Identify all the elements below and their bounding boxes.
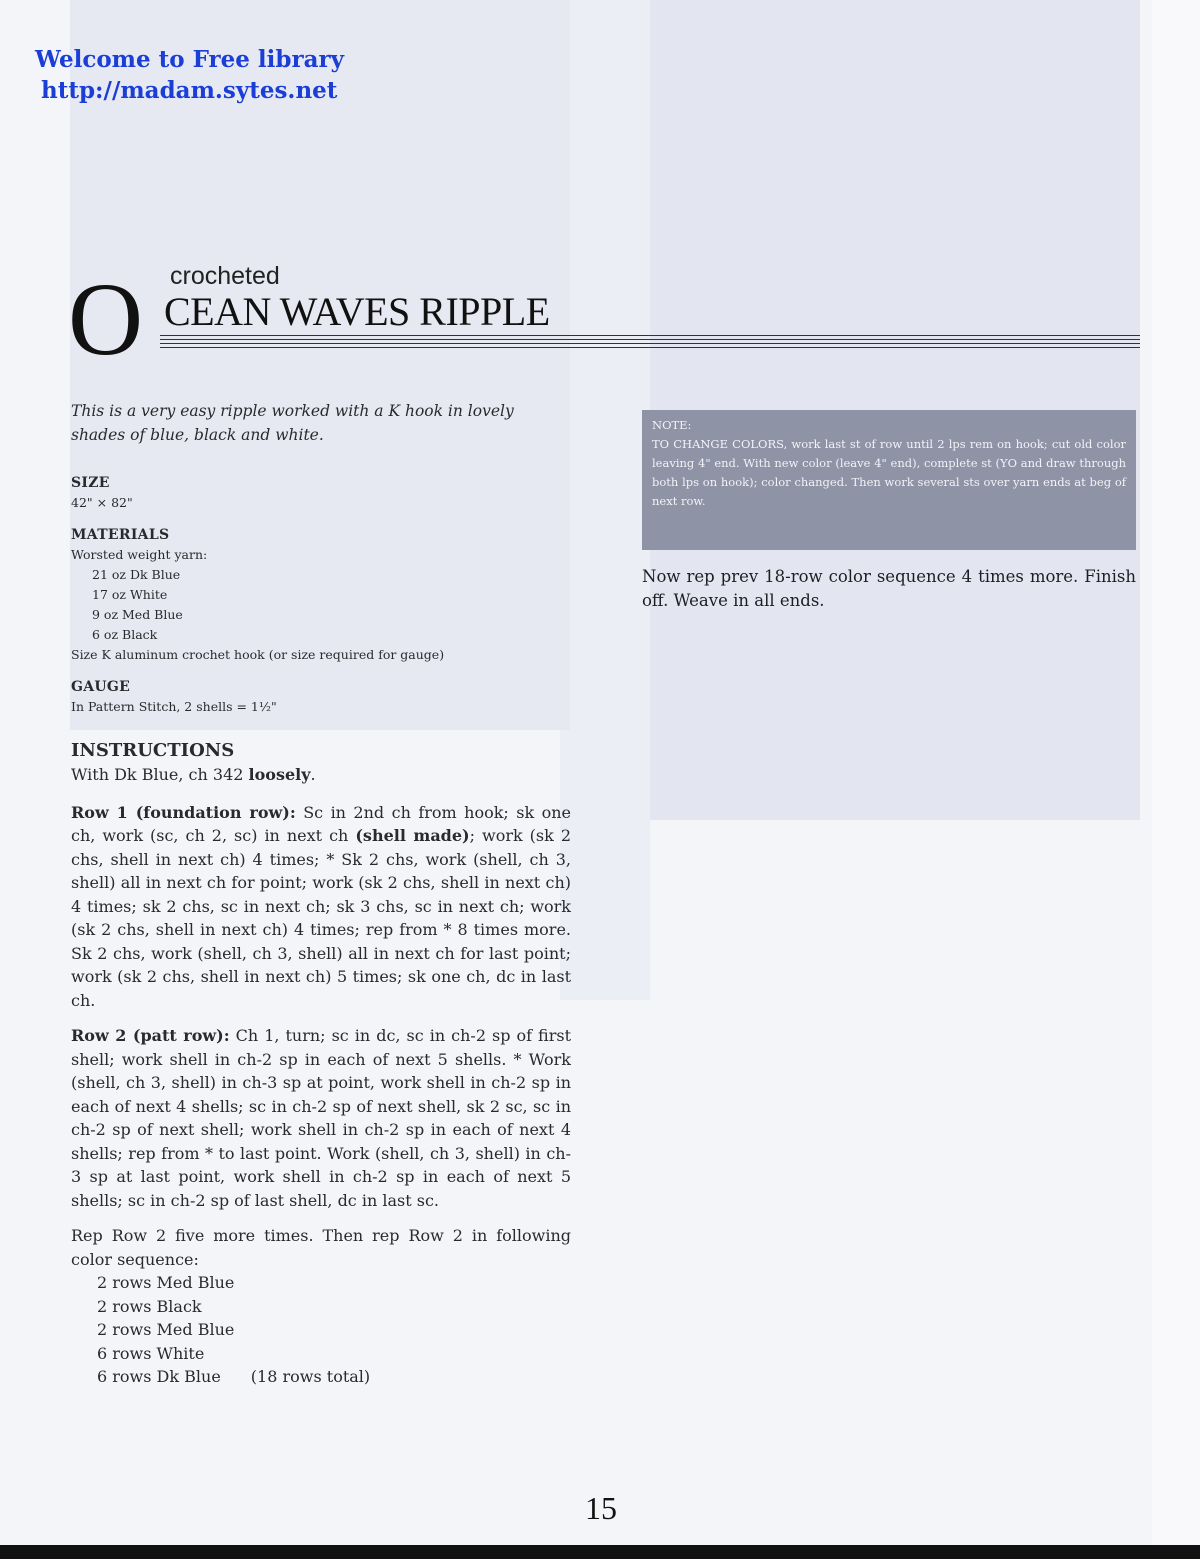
materials-item: 9 oz Med Blue bbox=[92, 607, 183, 622]
watermark bbox=[35, 44, 344, 106]
note-box bbox=[642, 410, 1136, 550]
sequence-item: 2 rows Black bbox=[97, 1296, 202, 1316]
page-number: 15 bbox=[585, 1490, 617, 1526]
title-text: CEAN WAVES RIPPLE bbox=[164, 289, 550, 334]
title-dropcap: O bbox=[68, 262, 144, 377]
intro-text: This is a very easy ripple worked with a K hook in lovely shades of blue, black and white. bbox=[71, 402, 514, 444]
row2-label: Row 2 (patt row): bbox=[71, 1026, 230, 1045]
materials-item: 17 oz White bbox=[92, 587, 168, 602]
note-text: TO CHANGE COLORS, work last st of row until 2 lps rem on hook; cut old color leaving 4" end. With new color (leave 4" end), complete st (YO and draw through both lps on hook); color changed. Then work several sts over yarn ends at beg of next row. bbox=[652, 437, 1126, 508]
bottom-edge bbox=[0, 1545, 1200, 1559]
start-bold: loosely bbox=[248, 765, 311, 784]
gauge-section bbox=[71, 677, 571, 717]
title-rule bbox=[160, 335, 1140, 351]
materials-heading: MATERIALS bbox=[71, 527, 170, 543]
materials-hook: Size K aluminum crochet hook (or size required for gauge) bbox=[71, 647, 445, 662]
title-kicker: crocheted bbox=[170, 262, 280, 290]
materials-yarn: Worsted weight yarn: bbox=[71, 547, 208, 562]
materials-item: 21 oz Dk Blue bbox=[92, 567, 181, 582]
row1-label: Row 1 (foundation row): bbox=[71, 802, 296, 822]
row2-text: Ch 1, turn; sc in dc, sc in ch-2 sp of first shell; work shell in ch-2 sp in each of next 5 shells. * Work (shell, ch 3, shell) in ch-3 sp at point, work shell in ch-2 sp in each of next 4 shells; sc in ch-2 sp of next shell, sk 2 sc, sc in ch-2 sp of next shell; work shell in ch-2 sp in each of next 4 shells; rep from * to last point. Work (shell, ch 3, shell) in ch-3 sp at last point, work shell in ch-2 sp in each of next 5 shells; sc in ch-2 sp of last shell, dc in last sc. bbox=[71, 1026, 572, 1210]
left-column bbox=[71, 400, 571, 1389]
page-title bbox=[68, 262, 1140, 377]
note-heading: NOTE: bbox=[652, 418, 692, 432]
page-edge bbox=[1152, 0, 1200, 1545]
watermark-line: Welcome to Free library bbox=[35, 46, 344, 73]
gauge-heading: GAUGE bbox=[71, 679, 131, 695]
row1-text: ; work (sk 2 chs, shell in next ch) 4 times; * Sk 2 chs, work (shell, ch 3, shell) all in next ch for point; work (sk 2 chs, shell in next ch) 4 times; sk 2 chs, sc in next ch; sk 3 chs, sc in next ch; work (sk 2 chs, shell in next ch) 4 times; rep from * 8 times more. Sk 2 chs, work (shell, ch 3, shell) all in next ch for last point; work (sk 2 chs, shell in next ch) 5 times; sk one ch, dc in last ch. bbox=[71, 826, 572, 1010]
row1-paragraph bbox=[71, 801, 571, 1013]
sequence-item: 2 rows Med Blue bbox=[97, 1273, 235, 1292]
row1-text: Sc in 2nd ch from hook; sk one ch, work (sc, ch 2, sc) in next ch bbox=[71, 802, 572, 845]
repeat-text: Rep Row 2 five more times. Then rep Row 2 in following color sequence: bbox=[71, 1226, 571, 1269]
sequence-item-last bbox=[97, 1365, 571, 1389]
size-section bbox=[71, 473, 571, 513]
size-heading: SIZE bbox=[71, 475, 110, 491]
start-end: . bbox=[310, 765, 316, 784]
size-value: 42" × 82" bbox=[71, 495, 133, 510]
sequence-total: (18 rows total) bbox=[250, 1367, 371, 1386]
start-text: With Dk Blue, ch 342 bbox=[71, 765, 249, 784]
sequence-item: 2 rows Med Blue bbox=[97, 1320, 235, 1339]
row1-bold: (shell made) bbox=[355, 826, 470, 845]
background-panel bbox=[560, 0, 650, 1000]
materials-section bbox=[71, 525, 571, 665]
watermark-url[interactable]: http://madam.sytes.net bbox=[41, 77, 338, 104]
finish-text: Now rep prev 18-row color sequence 4 times more. Finish off. Weave in all ends. bbox=[642, 567, 1136, 610]
sequence-item: 6 rows Dk Blue bbox=[97, 1367, 221, 1386]
color-sequence bbox=[71, 1271, 571, 1389]
instructions-start bbox=[71, 763, 571, 787]
gauge-value: In Pattern Stitch, 2 shells = 1½" bbox=[71, 699, 277, 714]
instructions-heading: INSTRUCTIONS bbox=[71, 740, 235, 761]
sequence-item: 6 rows White bbox=[97, 1343, 205, 1363]
materials-item: 6 oz Black bbox=[92, 627, 158, 642]
row2-paragraph bbox=[71, 1024, 571, 1212]
